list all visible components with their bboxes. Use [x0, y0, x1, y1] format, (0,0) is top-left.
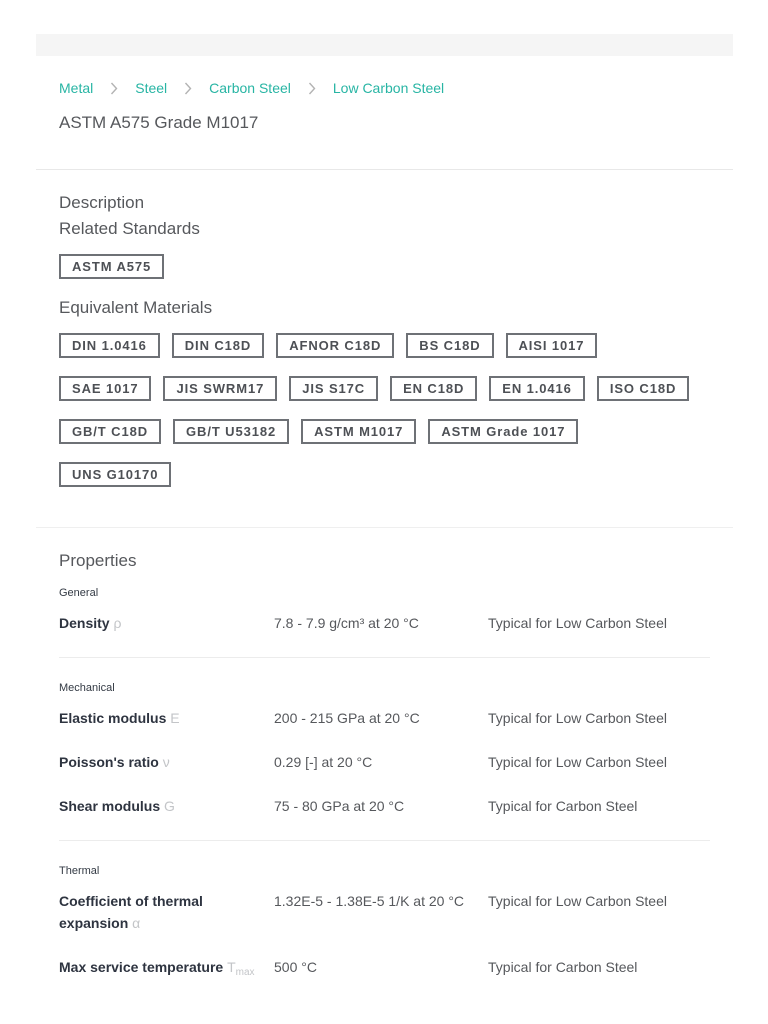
related-standards-list: [59, 254, 710, 279]
tag-row: [59, 254, 710, 279]
equivalent-materials-heading: Equivalent Materials: [59, 298, 213, 317]
tag-row: [59, 333, 710, 358]
property-name: Elastic modulus: [59, 710, 167, 726]
equivalent-material-tag[interactable]: AFNOR C18D: [276, 333, 394, 358]
equivalent-material-tag[interactable]: ISO C18D: [597, 376, 689, 401]
property-name: Coefficient of thermal expansion: [59, 893, 203, 931]
material-page: [36, 34, 733, 1001]
property-value: 1.32E-5 - 1.38E-5 1/K at 20 °C: [274, 893, 465, 909]
property-note: Typical for Low Carbon Steel: [488, 754, 667, 770]
top-bar: [36, 34, 733, 56]
property-group-name: Mechanical: [59, 682, 115, 694]
chevron-right-icon: [307, 78, 317, 98]
equivalent-material-tag[interactable]: DIN 1.0416: [59, 333, 160, 358]
description-heading: Description: [59, 193, 145, 212]
property-row-thermal-expansion: [59, 879, 710, 945]
property-label: [59, 890, 274, 934]
property-note: Typical for Low Carbon Steel: [488, 893, 667, 909]
properties-heading: Properties: [59, 551, 137, 570]
material-header: [36, 56, 733, 170]
property-label: [59, 612, 274, 634]
property-value: 0.29 [-] at 20 °C: [274, 754, 373, 770]
equivalent-material-tag[interactable]: ASTM M1017: [301, 419, 416, 444]
property-label: [59, 956, 274, 978]
property-symbol: ν: [162, 754, 170, 770]
property-value: 500 °C: [274, 959, 317, 975]
property-symbol: G: [164, 798, 175, 814]
tag-row: [59, 462, 710, 487]
property-value: 7.8 - 7.9 g/cm³ at 20 °C: [274, 615, 419, 631]
equivalent-material-tag[interactable]: BS C18D: [406, 333, 493, 358]
property-name: Density: [59, 615, 110, 631]
property-row-shear-modulus: [59, 784, 710, 828]
equivalent-material-tag[interactable]: UNS G10170: [59, 462, 171, 487]
equivalent-material-tag[interactable]: DIN C18D: [172, 333, 264, 358]
equivalent-material-tag[interactable]: JIS SWRM17: [163, 376, 277, 401]
breadcrumb: [59, 78, 710, 98]
property-label: [59, 707, 274, 729]
property-note: Typical for Low Carbon Steel: [488, 615, 667, 631]
property-symbol-base: T: [227, 959, 236, 975]
property-name: Max service temperature: [59, 959, 224, 975]
property-note: Typical for Low Carbon Steel: [488, 710, 667, 726]
equivalent-material-tag[interactable]: SAE 1017: [59, 376, 151, 401]
tag-row: [59, 419, 710, 444]
property-symbol: α: [132, 915, 141, 931]
property-group-mechanical: [59, 658, 710, 841]
property-group-thermal: [59, 841, 710, 1001]
related-standard-tag[interactable]: ASTM A575: [59, 254, 164, 279]
property-symbol: E: [170, 710, 180, 726]
property-group-name: Thermal: [59, 865, 100, 877]
property-row-elastic-modulus: [59, 696, 710, 740]
property-name: Poisson's ratio: [59, 754, 159, 770]
property-row-max-service-temperature: [59, 945, 710, 989]
material-info: [36, 170, 733, 528]
property-value: 75 - 80 GPa at 20 °C: [274, 798, 405, 814]
breadcrumb-item-metal[interactable]: Metal: [59, 80, 94, 96]
property-label: [59, 795, 274, 817]
equivalent-material-tag[interactable]: GB/T U53182: [173, 419, 289, 444]
property-symbol: ρ: [113, 615, 122, 631]
property-name: Shear modulus: [59, 798, 161, 814]
property-symbol-subscript: max: [235, 967, 255, 978]
property-group-general: [59, 574, 710, 658]
equivalent-material-tag[interactable]: EN C18D: [390, 376, 477, 401]
tag-row: [59, 376, 710, 401]
property-row-poissons-ratio: [59, 740, 710, 784]
property-note: Typical for Carbon Steel: [488, 959, 638, 975]
breadcrumb-item-steel[interactable]: Steel: [135, 80, 168, 96]
equivalent-material-tag[interactable]: JIS S17C: [289, 376, 378, 401]
property-symbol: [227, 959, 255, 978]
equivalent-material-tag[interactable]: EN 1.0416: [489, 376, 585, 401]
related-standards-heading: Related Standards: [59, 219, 200, 238]
property-value: 200 - 215 GPa at 20 °C: [274, 710, 420, 726]
chevron-right-icon: [109, 78, 119, 98]
properties-section: [36, 528, 733, 1001]
equivalent-material-tag[interactable]: GB/T C18D: [59, 419, 161, 444]
property-row-density: [59, 601, 710, 645]
equivalent-materials-list: [59, 333, 710, 487]
property-note: Typical for Carbon Steel: [488, 798, 638, 814]
breadcrumb-item-carbon-steel[interactable]: Carbon Steel: [209, 80, 291, 96]
equivalent-material-tag[interactable]: ASTM Grade 1017: [428, 419, 578, 444]
property-label: [59, 751, 274, 773]
property-group-name: General: [59, 587, 99, 599]
breadcrumb-item-low-carbon-steel[interactable]: Low Carbon Steel: [332, 80, 445, 96]
page-title: ASTM A575 Grade M1017: [59, 113, 259, 132]
chevron-right-icon: [183, 78, 193, 98]
equivalent-material-tag[interactable]: AISI 1017: [506, 333, 598, 358]
